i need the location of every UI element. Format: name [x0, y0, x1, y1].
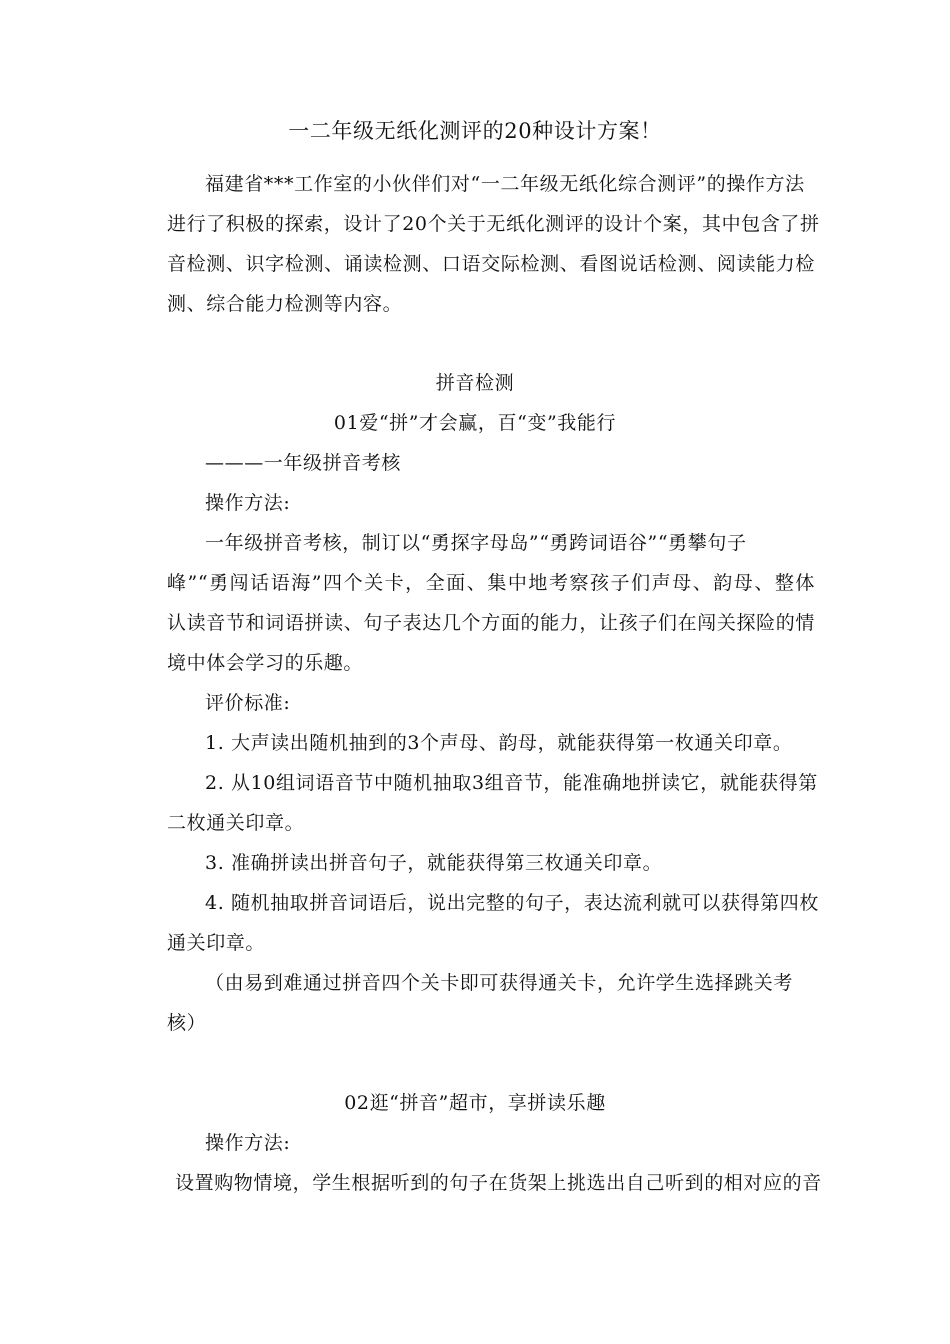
intro-line-2: 进行了积极的探索，设计了20个关于无纸化测评的设计个案，其中包含了拼 [167, 213, 820, 235]
intro-line-3: 音检测、识字检测、诵读检测、口语交际检测、看图说话检测、阅读能力检 [167, 253, 815, 275]
item2-method-line-1: 设置购物情境，学生根据听到的句子在货架上挑选出自己听到的相对应的音 [175, 1172, 822, 1194]
item1-subtitle: ———一年级拼音考核 [205, 452, 402, 474]
item1-title: 01爱“拼”才会赢，百“变”我能行 [333, 412, 617, 434]
intro-line-4: 测、综合能力检测等内容。 [167, 293, 403, 315]
section-heading: 拼音检测 [435, 372, 515, 394]
criterion-2-line-2: 二枚通关印章。 [167, 812, 305, 834]
item1-method-line-1: 一年级拼音考核，制订以“勇探字母岛”“勇跨词语谷”“勇攀句子 [205, 532, 747, 554]
item2-method-label: 操作方法: [205, 1132, 291, 1154]
item1-criteria-label: 评价标准: [205, 692, 291, 714]
item1-method-label: 操作方法: [205, 492, 291, 514]
intro-line-1: 福建省***工作室的小伙伴们对“一二年级无纸化综合测评”的操作方法 [205, 173, 805, 195]
item1-method-line-3: 认读音节和词语拼读、句子表达几个方面的能力，让孩子们在闯关探险的情 [167, 612, 815, 634]
criterion-4-line-1: 4. 随机抽取拼音词语后，说出完整的句子，表达流利就可以获得第四枚 [205, 892, 819, 914]
criterion-3: 3. 准确拼读出拼音句子，就能获得第三枚通关印章。 [205, 852, 663, 874]
note-line-1: （由易到难通过拼音四个关卡即可获得通关卡，允许学生选择跳关考 [205, 972, 794, 994]
document-title: 一二年级无纸化测评的20种设计方案！ [288, 119, 662, 143]
item2-title: 02逛“拼音”超市，享拼读乐趣 [344, 1092, 606, 1114]
criterion-4-line-2: 通关印章。 [167, 932, 266, 954]
item1-method-line-4: 境中体会学习的乐趣。 [167, 652, 364, 674]
criterion-2-line-1: 2. 从10组词语音节中随机抽取3组音节，能准确地拼读它，就能获得第 [205, 772, 818, 794]
item1-method-line-2: 峰”“勇闯话语海”四个关卡，全面、集中地考察孩子们声母、韵母、整体 [167, 572, 815, 594]
criterion-1: 1. 大声读出随机抽到的3个声母、韵母，就能获得第一枚通关印章。 [205, 732, 793, 754]
note-line-2: 核） [167, 1012, 207, 1034]
